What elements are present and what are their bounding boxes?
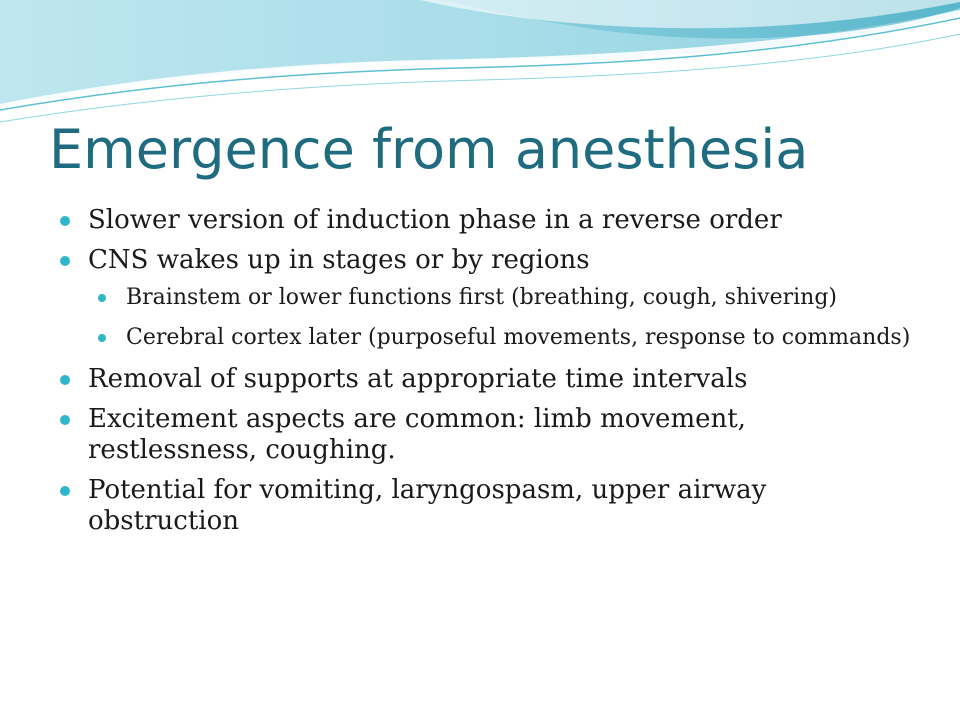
slide-body [60, 205, 920, 546]
bullet-item [60, 404, 920, 466]
wave-header-decoration [0, 0, 960, 130]
bullet-text: Potential for vomiting, laryngospasm, upper airway obstruction [88, 475, 767, 536]
sub-bullet-item [98, 284, 920, 312]
bullet-text: CNS wakes up in stages or by regions [88, 245, 590, 275]
sub-bullet-list [98, 284, 920, 352]
bullet-dot-icon [60, 216, 70, 226]
bullet-list [60, 205, 920, 537]
sub-bullet-text: Brainstem or lower functions first (breathing, cough, shivering) [126, 285, 838, 310]
sub-bullet-dot-icon [98, 334, 106, 342]
bullet-text: Slower version of induction phase in a reverse order [88, 205, 782, 235]
bullet-text: Removal of supports at appropriate time intervals [88, 364, 748, 394]
bullet-dot-icon [60, 256, 70, 266]
bullet-dot-icon [60, 415, 70, 425]
bullet-text: Excitement aspects are common: limb movement, restlessness, coughing. [88, 404, 746, 465]
sub-bullet-text: Cerebral cortex later (purposeful movements, response to commands) [126, 325, 911, 350]
slide-title: Emergence from anesthesia [49, 118, 809, 181]
bullet-dot-icon [60, 375, 70, 385]
sub-bullet-dot-icon [98, 294, 106, 302]
bullet-item [60, 364, 920, 395]
sub-bullet-item [98, 324, 920, 352]
bullet-item [60, 475, 920, 537]
bullet-dot-icon [60, 486, 70, 496]
bullet-item [60, 245, 920, 352]
bullet-item [60, 205, 920, 236]
